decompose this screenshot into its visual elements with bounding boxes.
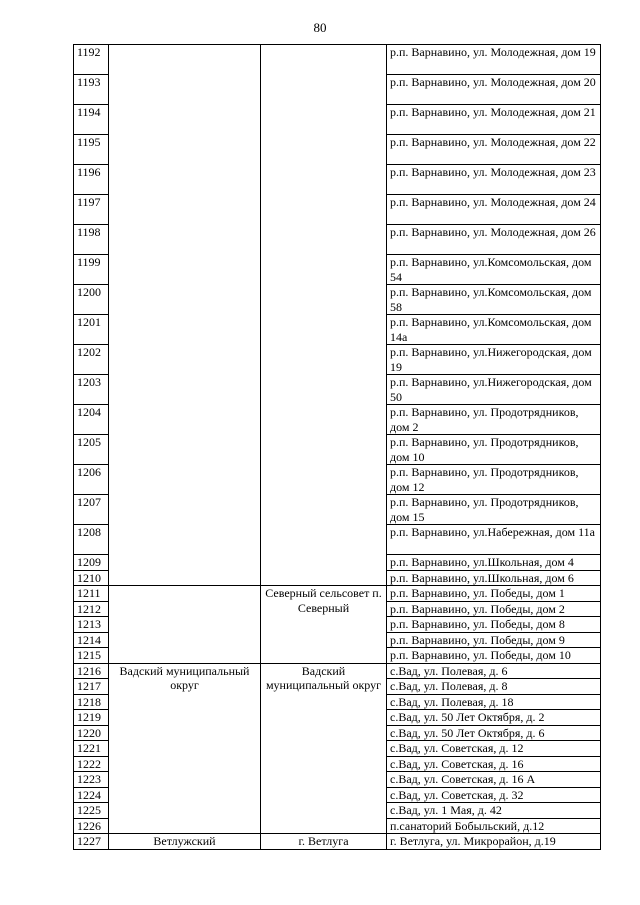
row-number: 1203 [74, 375, 109, 405]
district-cell-varnavino [109, 45, 261, 586]
address-cell: р.п. Варнавино, ул. Молодежная, дом 23 [387, 165, 601, 195]
row-number: 1214 [74, 632, 109, 648]
table-row [74, 45, 601, 75]
address-cell: р.п. Варнавино, ул. Молодежная, дом 20 [387, 75, 601, 105]
row-number: 1221 [74, 741, 109, 757]
row-number: 1199 [74, 255, 109, 285]
district-cell-vad: Вадский муниципальный округ [109, 663, 261, 834]
row-number: 1197 [74, 195, 109, 225]
address-cell: с.Вад, ул. 50 Лет Октября, д. 2 [387, 710, 601, 726]
address-cell: с.Вад, ул. Советская, д. 32 [387, 787, 601, 803]
address-cell: р.п. Варнавино, ул.Набережная, дом 11а [387, 525, 601, 555]
address-cell: с.Вад, ул. Полевая, д. 18 [387, 694, 601, 710]
polling-stations-table [73, 44, 601, 850]
settlement-cell-vad: Вадский муниципальный округ [261, 663, 387, 834]
row-number: 1204 [74, 405, 109, 435]
address-cell: с.Вад, ул. Советская, д. 16 А [387, 772, 601, 788]
address-cell: р.п. Варнавино, ул. Молодежная, дом 19 [387, 45, 601, 75]
address-cell: р.п. Варнавино, ул. Продотрядников, дом 2 [387, 405, 601, 435]
row-number: 1225 [74, 803, 109, 819]
address-cell: р.п. Варнавино, ул. Продотрядников, дом 10 [387, 435, 601, 465]
row-number: 1212 [74, 601, 109, 617]
row-number: 1213 [74, 617, 109, 633]
address-cell: с.Вад, ул. Советская, д. 16 [387, 756, 601, 772]
row-number: 1207 [74, 495, 109, 525]
address-cell: р.п. Варнавино, ул. Молодежная, дом 24 [387, 195, 601, 225]
row-number: 1201 [74, 315, 109, 345]
address-cell: р.п. Варнавино, ул.Нижегородская, дом 19 [387, 345, 601, 375]
address-cell: с.Вад, ул. Полевая, д. 8 [387, 679, 601, 695]
row-number: 1195 [74, 135, 109, 165]
row-number: 1205 [74, 435, 109, 465]
address-cell: р.п. Варнавино, ул. Молодежная, дом 21 [387, 105, 601, 135]
row-number: 1217 [74, 679, 109, 695]
row-number: 1215 [74, 648, 109, 664]
settlement-cell-vetluga: г. Ветлуга [261, 834, 387, 850]
address-cell: р.п. Варнавино, ул.Школьная, дом 6 [387, 570, 601, 586]
address-cell: р.п. Варнавино, ул.Школьная, дом 4 [387, 555, 601, 571]
address-cell: р.п. Варнавино, ул. Молодежная, дом 22 [387, 135, 601, 165]
address-cell: г. Ветлуга, ул. Микрорайон, д.19 [387, 834, 601, 850]
settlement-cell-varnavino [261, 45, 387, 586]
row-number: 1210 [74, 570, 109, 586]
district-cell-vetluzhsky: Ветлужский [109, 834, 261, 850]
row-number: 1211 [74, 586, 109, 602]
address-cell: п.санаторий Бобыльский, д.12 [387, 818, 601, 834]
row-number: 1209 [74, 555, 109, 571]
address-cell: р.п. Варнавино, ул. Продотрядников, дом 15 [387, 495, 601, 525]
address-cell: с.Вад, ул. 1 Мая, д. 42 [387, 803, 601, 819]
row-number: 1192 [74, 45, 109, 75]
row-number: 1200 [74, 285, 109, 315]
address-cell: р.п. Варнавино, ул.Комсомольская, дом 14а [387, 315, 601, 345]
row-number: 1202 [74, 345, 109, 375]
row-number: 1216 [74, 663, 109, 679]
table-row [74, 834, 601, 850]
address-cell: р.п. Варнавино, ул. Победы, дом 1 [387, 586, 601, 602]
row-number: 1194 [74, 105, 109, 135]
row-number: 1222 [74, 756, 109, 772]
address-cell: р.п. Варнавино, ул. Молодежная, дом 26 [387, 225, 601, 255]
row-number: 1227 [74, 834, 109, 850]
address-cell: р.п. Варнавино, ул.Комсомольская, дом 54 [387, 255, 601, 285]
address-cell: р.п. Варнавино, ул. Победы, дом 10 [387, 648, 601, 664]
address-cell: р.п. Варнавино, ул. Продотрядников, дом 12 [387, 465, 601, 495]
row-number: 1226 [74, 818, 109, 834]
address-cell: р.п. Варнавино, ул. Победы, дом 2 [387, 601, 601, 617]
settlement-cell-severny: Северный сельсовет п. Северный [261, 586, 387, 664]
district-cell-varnavino-cont [109, 586, 261, 664]
address-cell: с.Вад, ул. 50 Лет Октября, д. 6 [387, 725, 601, 741]
address-cell: с.Вад, ул. Полевая, д. 6 [387, 663, 601, 679]
table-row [74, 586, 601, 602]
row-number: 1206 [74, 465, 109, 495]
address-cell: р.п. Варнавино, ул.Комсомольская, дом 58 [387, 285, 601, 315]
address-cell: р.п. Варнавино, ул.Нижегородская, дом 50 [387, 375, 601, 405]
row-number: 1220 [74, 725, 109, 741]
row-number: 1193 [74, 75, 109, 105]
row-number: 1208 [74, 525, 109, 555]
row-number: 1198 [74, 225, 109, 255]
address-cell: р.п. Варнавино, ул. Победы, дом 9 [387, 632, 601, 648]
table-row [74, 663, 601, 679]
row-number: 1218 [74, 694, 109, 710]
page-number: 80 [313, 20, 327, 35]
row-number: 1196 [74, 165, 109, 195]
row-number: 1219 [74, 710, 109, 726]
address-cell: с.Вад, ул. Советская, д. 12 [387, 741, 601, 757]
address-cell: р.п. Варнавино, ул. Победы, дом 8 [387, 617, 601, 633]
row-number: 1224 [74, 787, 109, 803]
row-number: 1223 [74, 772, 109, 788]
